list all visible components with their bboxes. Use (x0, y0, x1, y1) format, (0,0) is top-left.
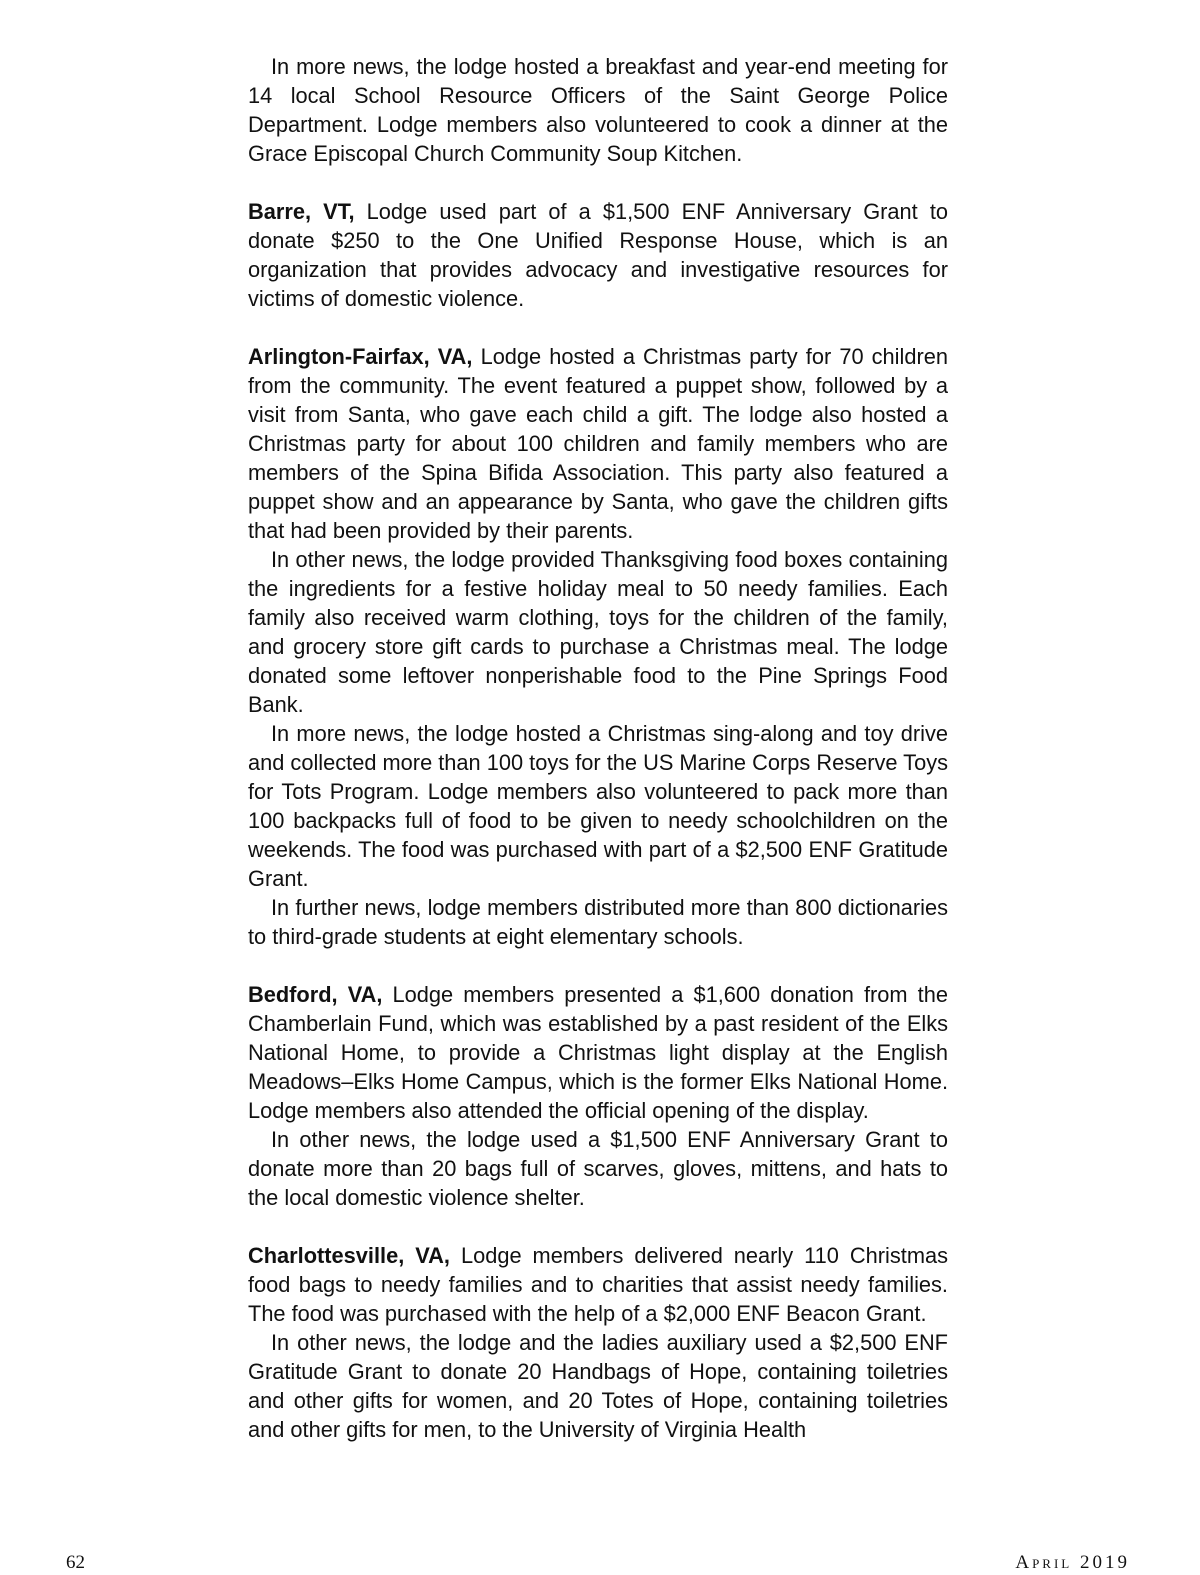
lodge-location-heading: Bedford, VA, (248, 982, 383, 1007)
paragraph-text: In more news, the lodge hosted a Christmas sing-along and toy drive and collected more than 100 toys for the US Marine Corps Reserve Toys for Tots Program. Lodge members also volunteered to pack more than 100 backpacks full of food to be given to needy schoolchildren on the weekends. The food was purchased with part of a $2,500 ENF Gratitude Grant. (248, 721, 948, 891)
paragraph-arlington-more-news (248, 719, 948, 893)
page-number: 62 (66, 1552, 85, 1573)
paragraph-text: Lodge members delivered nearly 110 Christmas food bags to needy families and to charities that assist needy families. The food was purchased with the help of a $2,000 ENF Beacon Grant. (248, 1243, 948, 1326)
paragraph-arlington-other-news (248, 545, 948, 719)
article-column (248, 52, 948, 1444)
paragraph-text: Lodge hosted a Christmas party for 70 children from the community. The event featured a puppet show, followed by a visit from Santa, who gave each child a gift. The lodge also hosted a Christmas party for about 100 children and family members who are members of the Spina Bifida Association. This party also featured a puppet show and an appearance by Santa, who gave the children gifts that had been provided by their parents. (248, 344, 948, 543)
lodge-location-heading: Charlottesville, VA, (248, 1243, 450, 1268)
paragraph-bedford-other-news (248, 1125, 948, 1212)
paragraph-bedford-va (248, 980, 948, 1125)
paragraph-text: Lodge members presented a $1,600 donation from the Chamberlain Fund, which was established by a past resident of the Elks National Home, to provide a Christmas light display at the English Meadows–Elks Home Campus, which is the former Elks National Home. Lodge members also attended the official opening of the display. (248, 982, 948, 1123)
paragraph-text: In other news, the lodge and the ladies auxiliary used a $2,500 ENF Gratitude Grant to donate 20 Handbags of Hope, containing toiletries and other gifts for women, and 20 Totes of Hope, containing toiletries and other gifts for men, to the University of Virginia Health (248, 1330, 948, 1442)
issue-date: April 2019 (1015, 1552, 1130, 1573)
paragraph-text: Lodge used part of a $1,500 ENF Anniversary Grant to donate $250 to the One Unified Response House, which is an organization that provides advocacy and investigative resources for victims of domestic violence. (248, 199, 948, 311)
paragraph-arlington-fairfax-va (248, 342, 948, 545)
lodge-location-heading: Arlington-Fairfax, VA, (248, 344, 473, 369)
lodge-location-heading: Barre, VT, (248, 199, 355, 224)
paragraph-text: In other news, the lodge used a $1,500 ENF Anniversary Grant to donate more than 20 bags full of scarves, gloves, mittens, and hats to the local domestic violence shelter. (248, 1127, 948, 1210)
paragraph-arlington-further-news (248, 893, 948, 951)
paragraph-barre-vt (248, 197, 948, 313)
paragraph-saint-george-more-news (248, 52, 948, 168)
paragraph-text: In more news, the lodge hosted a breakfast and year-end meeting for 14 local School Resource Officers of the Saint George Police Department. Lodge members also volunteered to cook a dinner at the Grace Episcopal Church Community Soup Kitchen. (248, 54, 948, 166)
paragraph-text: In further news, lodge members distributed more than 800 dictionaries to third-grade students at eight elementary schools. (248, 895, 948, 949)
paragraph-charlottesville-va (248, 1241, 948, 1328)
paragraph-text: In other news, the lodge provided Thanksgiving food boxes containing the ingredients for a festive holiday meal to 50 needy families. Each family also received warm clothing, toys for the children of the family, and grocery store gift cards to purchase a Christmas meal. The lodge donated some leftover nonperishable food to the Pine Springs Food Bank. (248, 547, 948, 717)
paragraph-charlottesville-other-news (248, 1328, 948, 1444)
